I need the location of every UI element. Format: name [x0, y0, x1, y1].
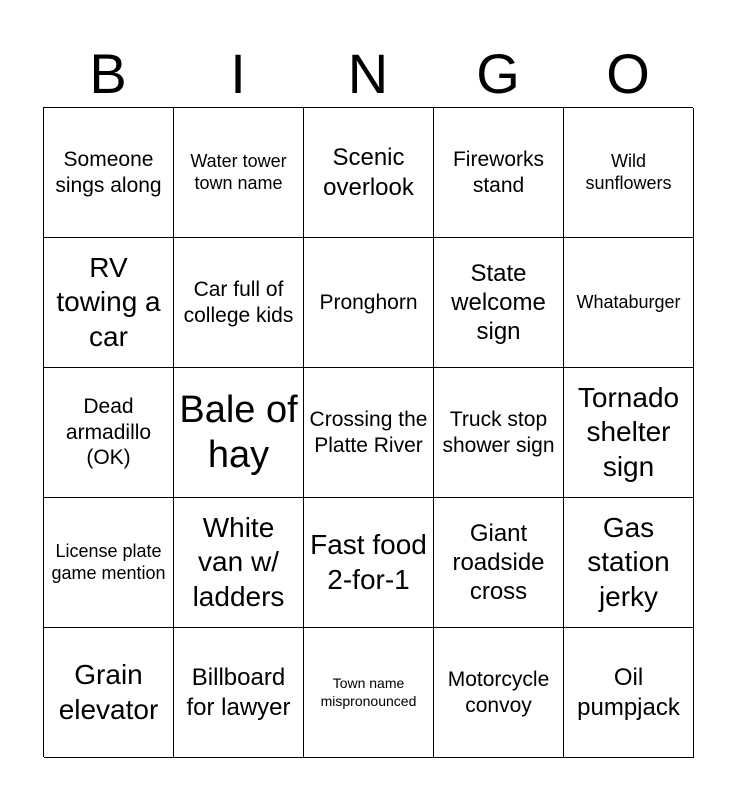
bingo-board	[43, 107, 693, 757]
bingo-cell-text: Bale of hay	[179, 388, 298, 476]
bingo-cell-text: Truck stop shower sign	[442, 407, 555, 457]
bingo-cell-text: Dead armadillo (OK)	[65, 395, 152, 470]
bingo-cell-text: Crossing the Platte River	[309, 407, 428, 457]
bingo-cell-text: Motorcycle convoy	[447, 667, 550, 717]
bingo-cell-text: Town name mispronounced	[320, 675, 417, 709]
bingo-cell[interactable]	[564, 498, 694, 628]
bingo-cell-text: Water tower town name	[190, 150, 287, 193]
bingo-cell[interactable]	[434, 498, 564, 628]
bingo-cell-text: Fast food 2-for-1	[310, 529, 427, 595]
bingo-cell[interactable]	[564, 368, 694, 498]
bingo-cell[interactable]	[174, 628, 304, 758]
bingo-cell-text: Wild sunflowers	[585, 150, 672, 193]
header-letter-n: N	[347, 42, 389, 105]
bingo-cell[interactable]	[44, 368, 174, 498]
bingo-cell[interactable]	[434, 108, 564, 238]
bingo-cell[interactable]	[434, 368, 564, 498]
bingo-cell[interactable]	[44, 108, 174, 238]
bingo-cell-text: RV towing a car	[56, 252, 161, 352]
bingo-cell-text: Billboard for lawyer	[186, 664, 291, 721]
header-letter-o: O	[606, 42, 650, 105]
bingo-cell[interactable]	[304, 498, 434, 628]
bingo-cell-text: Pronghorn	[319, 290, 418, 314]
bingo-cell-text: Oil pumpjack	[577, 664, 680, 721]
bingo-cell[interactable]	[44, 498, 174, 628]
bingo-cell[interactable]	[304, 108, 434, 238]
header-letter-g: G	[476, 42, 520, 105]
bingo-cell[interactable]	[174, 498, 304, 628]
bingo-cell-text: Someone sings along	[55, 147, 162, 197]
bingo-cell-text: Scenic overlook	[323, 144, 414, 201]
bingo-cell[interactable]	[564, 238, 694, 368]
bingo-cell[interactable]	[174, 368, 304, 498]
bingo-cell[interactable]	[434, 628, 564, 758]
header-letter-i: I	[230, 42, 246, 105]
bingo-cell-text: Gas station jerky	[587, 512, 670, 612]
bingo-cell-text: Grain elevator	[58, 659, 159, 725]
bingo-cell-text: Car full of college kids	[183, 277, 294, 327]
header-letter-b: B	[89, 42, 127, 105]
bingo-cell[interactable]	[434, 238, 564, 368]
bingo-cell[interactable]	[174, 108, 304, 238]
bingo-cell-text: Whataburger	[576, 291, 681, 312]
bingo-cell[interactable]	[174, 238, 304, 368]
bingo-cell-text: License plate game mention	[51, 540, 166, 583]
bingo-header	[43, 40, 693, 108]
bingo-cell[interactable]	[304, 628, 434, 758]
bingo-cell-text: White van w/ ladders	[192, 512, 285, 612]
bingo-cell[interactable]	[304, 368, 434, 498]
bingo-cell[interactable]	[44, 628, 174, 758]
bingo-cell[interactable]	[564, 628, 694, 758]
bingo-cell-text: Fireworks stand	[452, 147, 544, 197]
bingo-cell[interactable]	[564, 108, 694, 238]
bingo-cell[interactable]	[44, 238, 174, 368]
bingo-cell-text: State welcome sign	[451, 259, 546, 346]
bingo-cell-text: Tornado shelter sign	[577, 382, 680, 482]
bingo-cell[interactable]	[304, 238, 434, 368]
bingo-cell-text: Giant roadside cross	[452, 519, 545, 606]
